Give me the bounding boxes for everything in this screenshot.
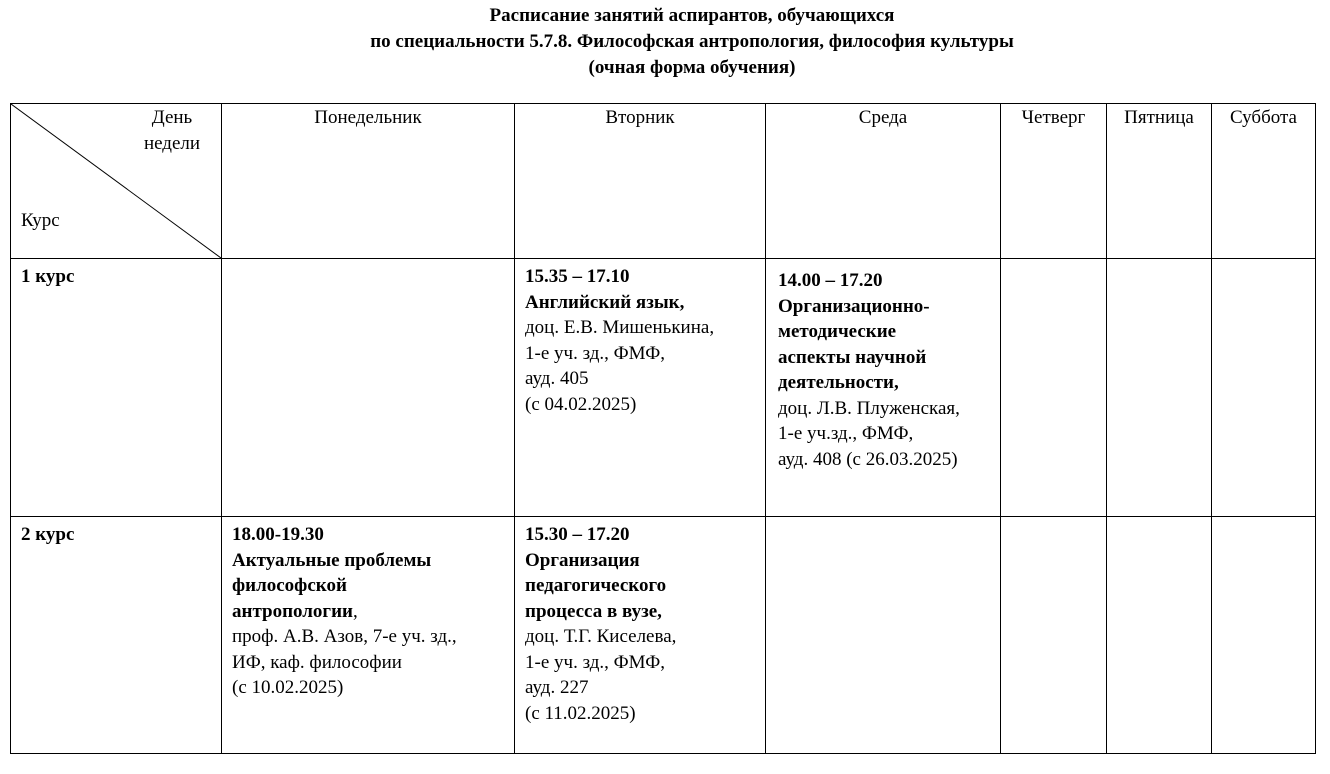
cell-r2-thursday — [1001, 517, 1107, 754]
day-header-friday: Пятница — [1107, 104, 1212, 259]
lesson-subject-2: педагогического — [525, 575, 667, 596]
day-header-monday: Понедельник — [222, 104, 515, 259]
lesson-subject: Английский язык, — [525, 291, 685, 313]
lesson-subject-3-line — [232, 599, 506, 625]
lesson-subject-4: деятельности, — [778, 372, 899, 393]
lesson-teacher: доц. Л.В. Плуженская, — [778, 397, 960, 419]
cell-r2-saturday — [1212, 517, 1316, 754]
title-line-3: (очная форма обучения) — [588, 57, 796, 78]
corner-day-line1: День — [151, 107, 193, 128]
lesson-place: ИФ, каф. философии — [232, 651, 402, 673]
lesson-subject-1: Организационно- — [778, 295, 930, 317]
lesson-room: ауд. 408 (с 26.03.2025) — [778, 448, 958, 470]
course-label: 2 курс — [11, 517, 222, 754]
lesson-teacher: проф. А.В. Азов, 7-е уч. зд., — [232, 626, 457, 647]
corner-day-line2: недели — [143, 132, 201, 154]
title-line-2: по специальности 5.7.8. Философская антропология, философия культуры — [370, 31, 1014, 52]
lesson-subject-1: Актуальные проблемы — [232, 549, 432, 571]
lesson-room: ауд. 405 — [525, 368, 589, 389]
title-line-1: Расписание занятий аспирантов, обучающихся — [489, 5, 895, 26]
lesson-time: 15.35 – 17.10 — [525, 266, 630, 287]
lesson-subject-3: процесса в вузе, — [525, 600, 662, 622]
course-row-2 — [11, 517, 1316, 754]
lesson-subject-2: методические — [778, 321, 897, 342]
lesson-subject-2: философской — [232, 575, 347, 596]
cell-r2-tuesday — [515, 517, 766, 754]
day-header-thursday: Четверг — [1001, 104, 1107, 259]
cell-r1-friday — [1107, 259, 1212, 517]
course-label: 1 курс — [11, 259, 222, 517]
cell-r2-monday — [222, 517, 515, 754]
lesson-place: 1-е уч. зд., ФМФ, — [525, 342, 666, 364]
cell-r2-friday — [1107, 517, 1212, 754]
lesson-time: 15.30 – 17.20 — [525, 524, 630, 545]
lesson-time: 18.00-19.30 — [232, 524, 324, 545]
corner-cell — [11, 104, 222, 259]
corner-course-label: Курс — [21, 210, 60, 231]
cell-r2-wednesday — [766, 517, 1001, 754]
cell-r1-saturday — [1212, 259, 1316, 517]
day-header-tuesday: Вторник — [515, 104, 766, 259]
lesson-subject-3: аспекты научной — [778, 346, 927, 368]
lesson-place: 1-е уч.зд., ФМФ, — [778, 423, 914, 444]
lesson-subject-1: Организация — [525, 549, 640, 571]
lesson-teacher: доц. Е.В. Мишенькина, — [525, 317, 715, 338]
lesson-place: 1-е уч. зд., ФМФ, — [525, 651, 666, 673]
lesson-start-date: (с 04.02.2025) — [525, 393, 637, 415]
day-header-saturday: Суббота — [1212, 104, 1316, 259]
header-row — [11, 104, 1316, 259]
cell-r1-thursday — [1001, 259, 1107, 517]
lesson-start-date: (с 10.02.2025) — [232, 677, 344, 698]
lesson-subject-3: антропологии — [232, 600, 353, 622]
course-row-1 — [11, 259, 1316, 517]
lesson-room: ауд. 227 — [525, 677, 589, 698]
schedule-table — [10, 103, 1316, 754]
lesson-start-date: (с 11.02.2025) — [525, 702, 636, 724]
lesson-teacher: доц. Т.Г. Киселева, — [525, 626, 677, 647]
cell-r1-tuesday — [515, 259, 766, 517]
day-header-wednesday: Среда — [766, 104, 1001, 259]
lesson-time: 14.00 – 17.20 — [778, 270, 883, 291]
cell-r1-monday — [222, 259, 515, 517]
cell-r1-wednesday — [766, 259, 1001, 517]
document-title — [0, 3, 1330, 81]
corner-day-label — [122, 105, 222, 156]
lesson-subject-3-suffix: , — [352, 600, 358, 622]
